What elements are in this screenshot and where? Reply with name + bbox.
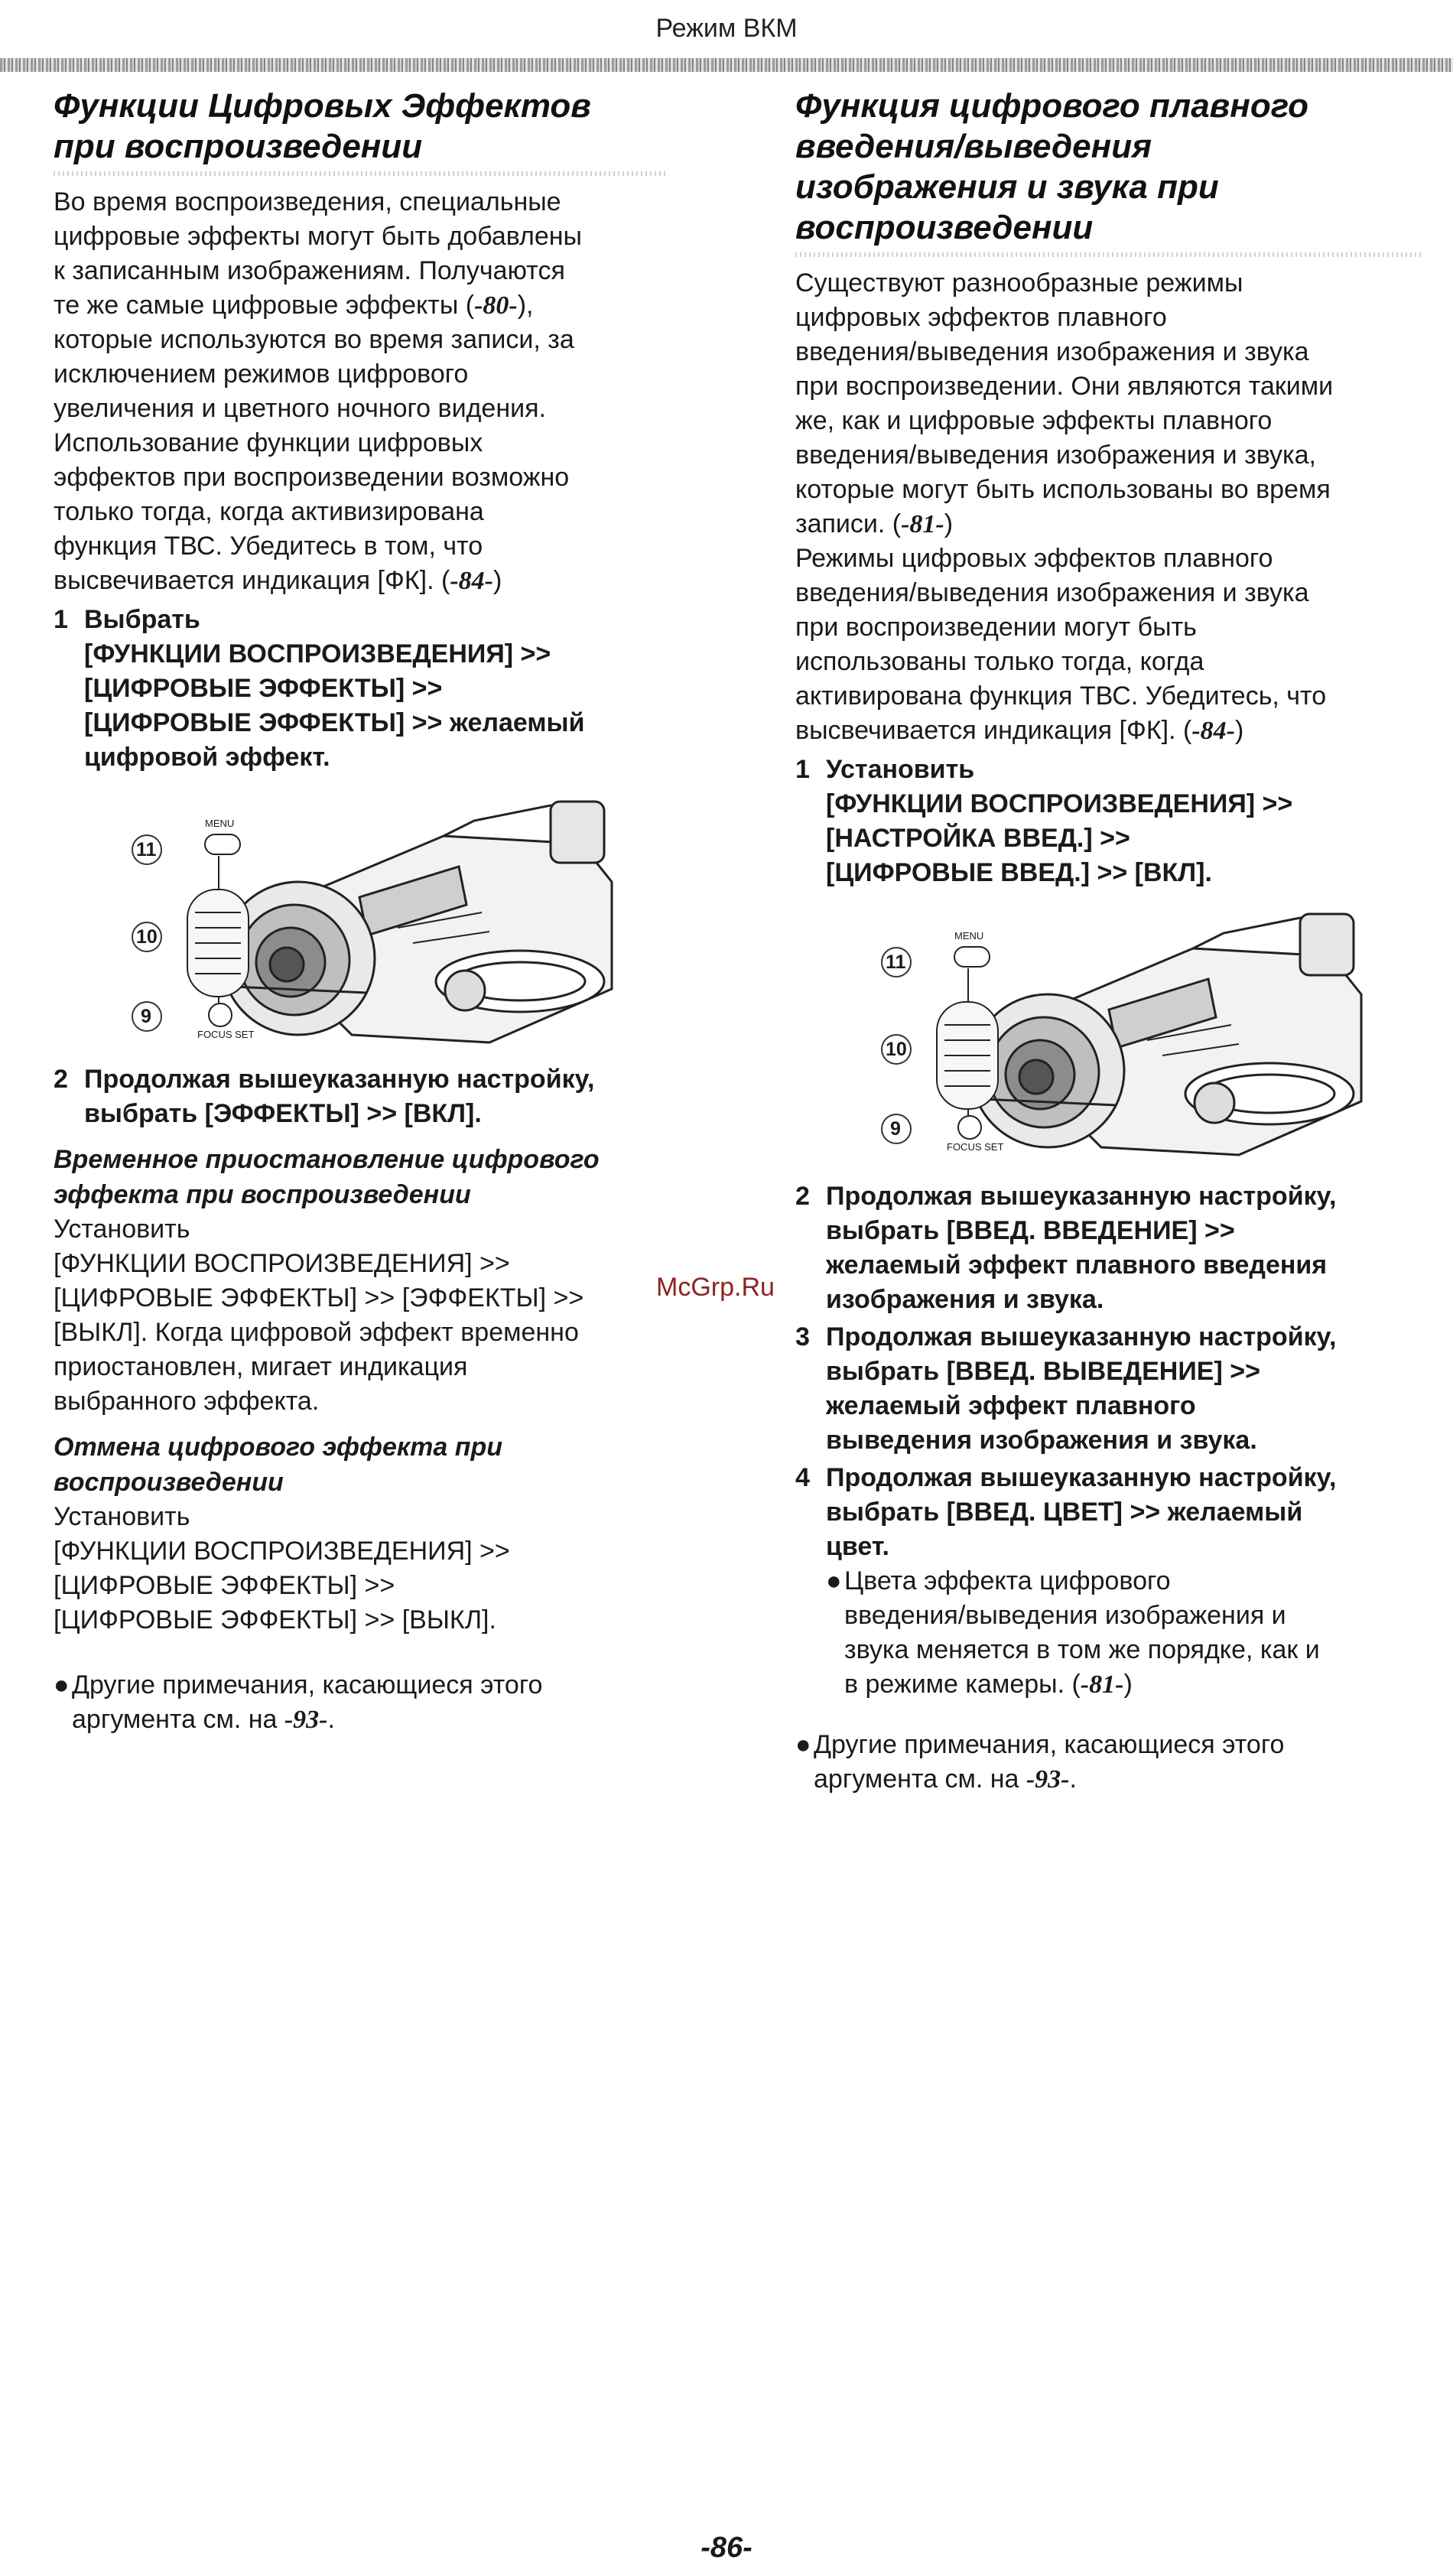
watermark: McGrp.Ru	[656, 1273, 775, 1302]
page-ref[interactable]: -84-	[450, 567, 493, 595]
right-column	[795, 86, 1422, 1797]
camcorder-icon	[122, 790, 658, 1050]
page-ref[interactable]: -93-	[284, 1706, 328, 1734]
page-ref[interactable]: -80-	[474, 291, 518, 320]
right-intro: Существуют разнообразные режимы цифровых эффектов плавного введения/выведения изображения и звука при воспроизведении. Они являются такими же, как и цифровые эффекты плавного введения/выведения изображения и звука, которые могут быть использованы во время записи. (-81-) Режимы цифровых эффектов плавного введения/выведения изображения и звука при воспроизведении могут быть использованы только тогда, когда активирована функция ТВС. Убедитесь, что высвечивается индикация [ФК]. (-84-)	[795, 268, 1334, 745]
cancel-subheading: Отмена цифрового эффекта при воспроизведении	[54, 1433, 503, 1497]
page-ref[interactable]: -81-	[1080, 1670, 1124, 1699]
right-sub-note: ● Цвета эффекта цифрового введения/выведения изображения и звука меняется в том же порядке, как и в режиме камеры. (-81-)	[826, 1564, 1422, 1702]
page-number: -86-	[700, 2532, 753, 2564]
camcorder-figure: 11 10 9 MENU FOCUS SET	[872, 903, 1407, 1163]
right-section-title: Функция цифрового плавного введения/выведения изображения и звука при воспроизведении	[795, 87, 1308, 246]
title-underline	[795, 252, 1422, 257]
left-intro: Во время воспроизведения, специальные цифровые эффекты могут быть добавлены к записанным изображениям. Получаются те же самые цифровые эффекты (-80-), которые используются во время записи, за исключением режимов цифрового увеличения и цветного ночного видения. Использование функции цифровых эффектов при воспроизведении возможно только тогда, когда активизирована функция ТВС. Убедитесь в том, что высвечивается индикация [ФК]. (-84-)	[54, 187, 582, 595]
pause-subheading: Временное приостановление цифрового эффекта при воспроизведении	[54, 1145, 600, 1209]
left-step-1: 1 Выбрать [ФУНКЦИИ ВОСПРОИЗВЕДЕНИЯ] >> [ЦИФРОВЫЕ ЭФФЕКТЫ] >> [ЦИФРОВЫЕ ЭФФЕКТЫ] >> желаемый цифровой эффект.	[54, 605, 585, 772]
camcorder-figure: 11 10 9 MENU FOCUS SET	[122, 790, 658, 1050]
right-step-1: 1 Установить [ФУНКЦИИ ВОСПРОИЗВЕДЕНИЯ] >> [НАСТРОЙКА ВВЕД.] >> [ЦИФРОВЫЕ ВВЕД.] >> [ВКЛ].	[795, 755, 1293, 887]
pause-text: Установить [ФУНКЦИИ ВОСПРОИЗВЕДЕНИЯ] >> [ЦИФРОВЫЕ ЭФФЕКТЫ] >> [ЭФФЕКТЫ] >> [ВЫКЛ]. Когда цифровой эффект временно приостановлен, мигает индикация выбранного эффекта.	[54, 1215, 584, 1416]
camcorder-icon	[872, 903, 1407, 1163]
right-step-2: 2 Продолжая вышеуказанную настройку, выбрать [ВВЕД. ВВЕДЕНИЕ] >> желаемый эффект плавного введения изображения и звука.	[795, 1182, 1337, 1314]
header-rule	[0, 58, 1453, 72]
right-step-3: 3 Продолжая вышеуказанную настройку, выбрать [ВВЕД. ВЫВЕДЕНИЕ] >> желаемый эффект плавного выведения изображения и звука.	[795, 1322, 1337, 1455]
bullet-icon: ●	[795, 1730, 811, 1759]
left-step-2: 2 Продолжая вышеуказанную настройку, выбрать [ЭФФЕКТЫ] >> [ВКЛ].	[54, 1065, 595, 1128]
bullet-icon: ●	[826, 1566, 842, 1595]
page-ref[interactable]: -81-	[901, 510, 944, 538]
cancel-text: Установить [ФУНКЦИИ ВОСПРОИЗВЕДЕНИЯ] >> [ЦИФРОВЫЕ ЭФФЕКТЫ] >> [ЦИФРОВЫЕ ЭФФЕКТЫ] >> [ВЫКЛ].	[54, 1502, 510, 1634]
right-step-4: 4 Продолжая вышеуказанную настройку, выбрать [ВВЕД. ЦВЕТ] >> желаемый цвет.	[795, 1463, 1337, 1561]
title-underline	[54, 171, 665, 176]
left-column	[54, 86, 665, 1737]
right-note: ● Другие примечания, касающиеся этого аргумента см. на -93-.	[795, 1728, 1422, 1797]
page-header: Режим ВКМ	[655, 14, 798, 43]
page-ref[interactable]: -84-	[1191, 717, 1235, 745]
left-section-title: Функции Цифровых Эффектов при воспроизведении	[54, 87, 591, 165]
left-note: ● Другие примечания, касающиеся этого аргумента см. на -93-.	[54, 1668, 665, 1737]
page-ref[interactable]: -93-	[1026, 1765, 1070, 1794]
bullet-icon: ●	[54, 1670, 70, 1699]
